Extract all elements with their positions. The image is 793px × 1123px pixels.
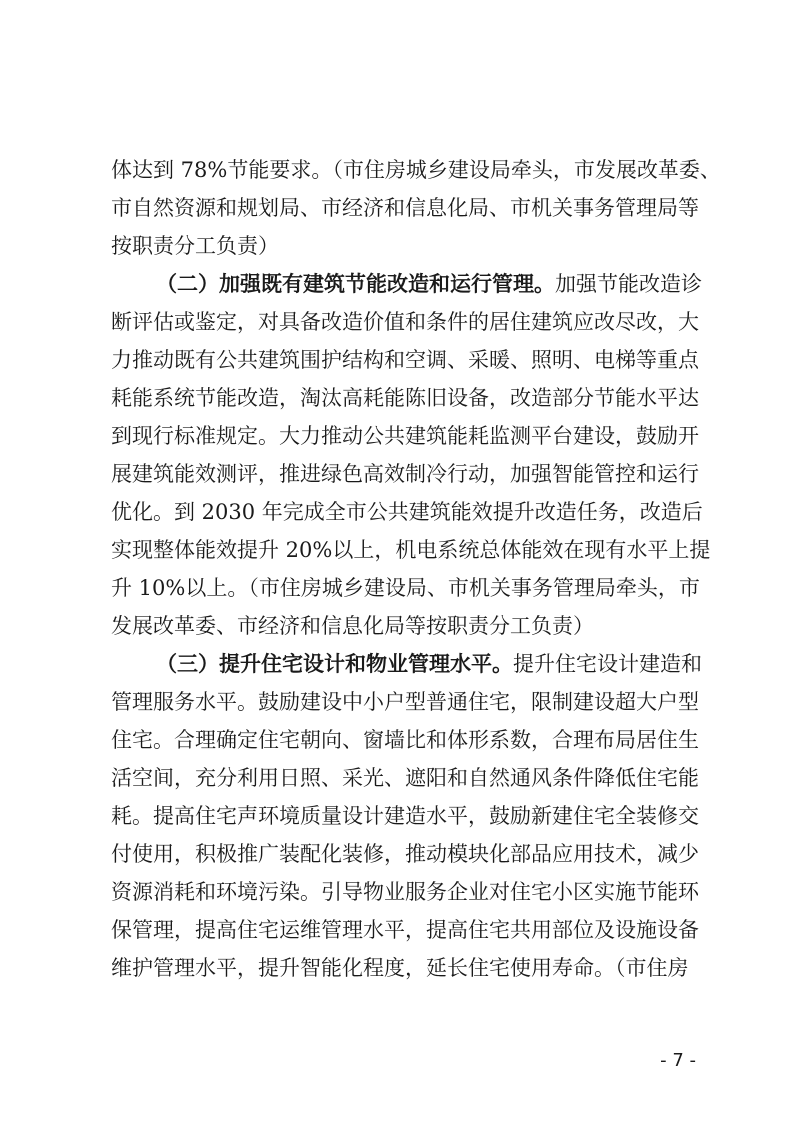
body-text-line: 付使用，积极推广装配化装修，推动模块化部品应用技术，减少 (111, 842, 699, 866)
section-heading: （三）提升住宅设计和物业管理水平。 (156, 652, 513, 676)
body-text-line: 实现整体能效提升 20%以上，机电系统总体能效在现有水平上提 (111, 538, 711, 562)
body-text-line: 到现行标准规定。大力推动公共建筑能耗监测平台建设，鼓励开 (111, 424, 699, 448)
body-text-line: 耗能系统节能改造，淘汰高耗能陈旧设备，改造部分节能水平达 (111, 386, 699, 410)
body-text-line: 按职责分工负责） (111, 234, 279, 258)
body-text-line: 保管理，提高住宅运维管理水平，提高住宅共用部位及设施设备 (111, 918, 699, 942)
body-text-line: 断评估或鉴定，对具备改造价值和条件的居住建筑应改尽改，大 (111, 310, 699, 334)
body-text-line: 力推动既有公共建筑围护结构和空调、采暖、照明、电梯等重点 (111, 348, 699, 372)
body-text-line: 体达到 78%节能要求。（市住房城乡建设局牵头，市发展改革委、 (111, 158, 721, 182)
body-text-line: 升 10%以上。（市住房城乡建设局、市机关事务管理局牵头，市 (111, 576, 700, 600)
page-number: - 7 - (660, 1050, 696, 1071)
body-text-line: 耗。提高住宅声环境质量设计建造水平，鼓励新建住宅全装修交 (111, 804, 699, 828)
body-text-line: 优化。到 2030 年完成全市公共建筑能效提升改造任务，改造后 (111, 500, 703, 524)
body-text-run: 加强节能改造诊 (555, 272, 702, 296)
body-text-line: 展建筑能效测评，推进绿色高效制冷行动，加强智能管控和运行 (111, 462, 699, 486)
body-text-run: 提升住宅设计建造和 (513, 652, 702, 676)
body-text-line: 市自然资源和规划局、市经济和信息化局、市机关事务管理局等 (111, 196, 699, 220)
body-text-line: 管理服务水平。鼓励建设中小户型普通住宅，限制建设超大户型 (111, 690, 699, 714)
body-text-line: 资源消耗和环境污染。引导物业服务企业对住宅小区实施节能环 (111, 880, 699, 904)
body-text-line: 维护管理水平，提升智能化程度，延长住宅使用寿命。（市住房 (111, 956, 689, 980)
section-heading-line (156, 646, 702, 682)
body-text-line: 住宅。合理确定住宅朝向、窗墙比和体形系数，合理布局居住生 (111, 728, 699, 752)
section-heading-line (156, 266, 702, 302)
body-text-line: 活空间，充分利用日照、采光、遮阳和自然通风条件降低住宅能 (111, 766, 699, 790)
body-text-line: 发展改革委、市经济和信息化局等按职责分工负责） (111, 614, 594, 638)
section-heading: （二）加强既有建筑节能改造和运行管理。 (156, 272, 555, 296)
